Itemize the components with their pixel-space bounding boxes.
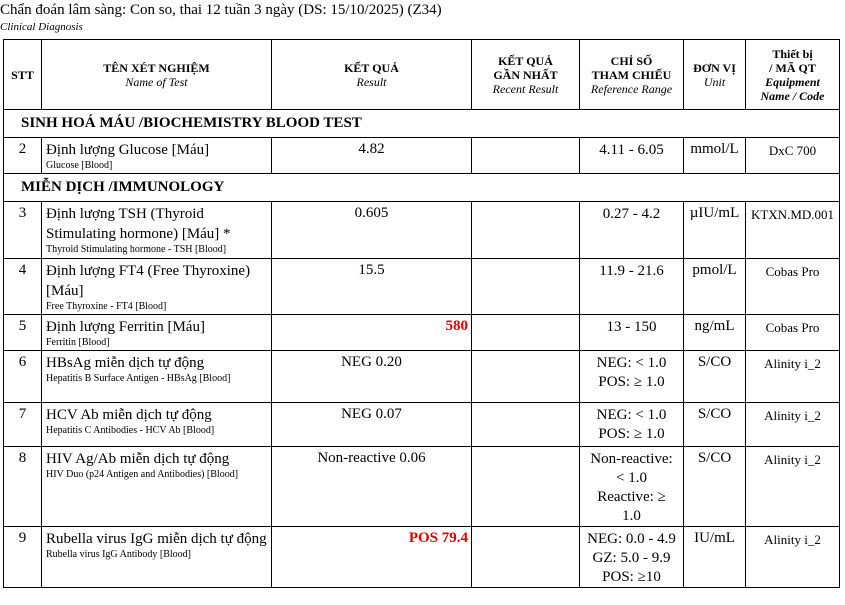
table-row: 6 HBsAg miễn dịch tự động Hepatitis B Surface Antigen - HBsAg [Blood] NEG 0.20 NEG: < 1.0 POS: ≥ 1.0 S/CO Alinity i_2 (4, 351, 840, 403)
table-row: 2 Định lượng Glucose [Máu] Glucose [Blood] 4.82 4.11 - 6.05 mmol/L DxC 700 (4, 138, 840, 174)
table-row: 3 Định lượng TSH (Thyroid Stimulating hormone) [Máu] * Thyroid Stimulating hormone - TSH [Blood] 0.605 0.27 - 4.2 µIU/mL KTXN.MD.001 (4, 202, 840, 259)
section-title: SINH HOÁ MÁU /BIOCHEMISTRY BLOOD TEST (4, 110, 840, 138)
table-row: 8 HIV Ag/Ab miễn dịch tự động HIV Duo (p24 Antigen and Antibodies) [Blood] Non-reactive 0.06 Non-reactive: < 1.0 Reactive: ≥ 1.0 S/CO Alinity i_2 (4, 447, 840, 527)
section-title: MIỄN DỊCH /IMMUNOLOGY (4, 174, 840, 202)
clinical-diagnosis: Chẩn đoán lâm sàng: Con so, thai 12 tuần 3 ngày (DS: 15/10/2025) (Z34) (0, 2, 442, 18)
abnormal-result: 580 (272, 315, 472, 351)
section-biochemistry (4, 110, 840, 138)
col-unit: ĐƠN VỊ Unit (684, 40, 746, 110)
abnormal-result: POS 79.4 (272, 527, 472, 588)
results-table (3, 39, 840, 588)
table-row: 4 Định lượng FT4 (Free Thyroxine) [Máu] Free Thyroxine - FT4 [Blood] 15.5 11.9 - 21.6 pmol/L Cobas Pro (4, 259, 840, 315)
table-row: 7 HCV Ab miễn dịch tự động Hepatitis C Antibodies - HCV Ab [Blood] NEG 0.07 NEG: < 1.0 POS: ≥ 1.0 S/CO Alinity i_2 (4, 403, 840, 447)
table-row: 9 Rubella virus IgG miễn dịch tự động Rubella virus IgG Antibody [Blood] POS 79.4 NEG: 0.0 - 4.9 GZ: 5.0 - 9.9 POS: ≥10 IU/mL Alinity i_2 (4, 527, 840, 588)
table-header-row (4, 40, 840, 110)
clinical-diagnosis-label-en: Clinical Diagnosis (0, 21, 83, 33)
col-reference-range: CHỈ SỐ THAM CHIẾU Reference Range (580, 40, 684, 110)
col-test-name: TÊN XÉT NGHIỆM Name of Test (42, 40, 272, 110)
col-result: KẾT QUẢ Result (272, 40, 472, 110)
col-recent-result: KẾT QUẢ GẦN NHẤT Recent Result (472, 40, 580, 110)
col-equipment: Thiết bị / MÃ QT Equipment Name / Code (746, 40, 840, 110)
col-stt: STT (4, 40, 42, 110)
table-row: 5 Định lượng Ferritin [Máu] Ferritin [Blood] 580 13 - 150 ng/mL Cobas Pro (4, 315, 840, 351)
section-immunology (4, 174, 840, 202)
